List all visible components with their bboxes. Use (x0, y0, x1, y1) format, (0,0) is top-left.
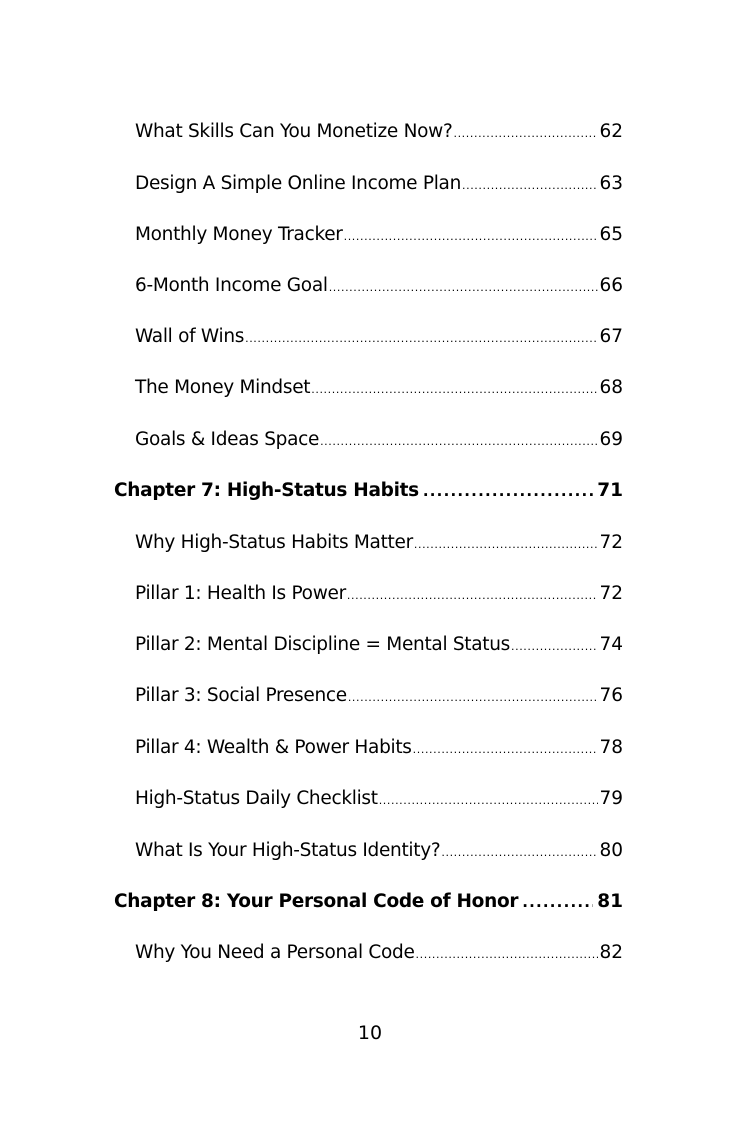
toc-leader-dots (348, 683, 599, 713)
page-number: 10 (357, 1022, 383, 1044)
toc-entry (135, 579, 623, 609)
toc-leader-dots (413, 735, 599, 765)
toc-entry-page: 80 (599, 840, 623, 861)
toc-entry-title: What Skills Can You Monetize Now? (135, 121, 453, 142)
toc-entry (135, 373, 623, 403)
toc-entry-title: What Is Your High-Status Identity? (135, 840, 441, 861)
toc-entry-page: 66 (599, 275, 623, 296)
toc-entry-page: 62 (599, 121, 623, 142)
toc-entry (135, 322, 623, 352)
toc-entry (135, 681, 623, 711)
toc-chapter-entry (114, 887, 623, 917)
toc-leader-dots (245, 324, 598, 354)
toc-entry-page: 76 (599, 685, 623, 706)
toc-entry-title: Why You Need a Personal Code (135, 942, 415, 963)
toc-leader-dots (441, 838, 598, 868)
toc-entry-title: 6-Month Income Goal (135, 275, 328, 296)
toc-entry-page: 74 (599, 634, 623, 655)
toc-entry-page: 82 (599, 942, 623, 963)
toc-leader-dots (453, 119, 598, 149)
toc-entry (135, 271, 623, 301)
toc-entry-page: 65 (599, 224, 623, 245)
toc-entry-title: The Money Mindset (135, 377, 311, 398)
toc-entry (135, 528, 623, 558)
toc-entry-title: Pillar 3: Social Presence (135, 685, 347, 706)
toc-entry-page: 78 (599, 737, 623, 758)
toc-leader-dots (347, 581, 599, 611)
toc-entry-page: 72 (599, 532, 623, 553)
toc-entry-page: 67 (599, 326, 623, 347)
toc-entry (135, 784, 623, 814)
toc-entry-title: Design A Simple Online Income Plan (135, 173, 462, 194)
toc-entry-page: 69 (599, 429, 623, 450)
toc-entry-title: Monthly Money Tracker (135, 224, 343, 245)
toc-leader-dots (344, 222, 599, 252)
toc-entry-title: Goals & Ideas Space (135, 429, 320, 450)
toc-chapter-title: Chapter 8: Your Personal Code of Honor (114, 891, 519, 912)
toc-entry (135, 733, 623, 763)
toc-leader-dots (522, 887, 593, 917)
toc-entry (135, 220, 623, 250)
toc-entry-page: 79 (599, 788, 623, 809)
toc-entry-page: 68 (599, 377, 623, 398)
toc-entry (135, 117, 623, 147)
toc-entry-title: Pillar 4: Wealth & Power Habits (135, 737, 412, 758)
toc-leader-dots (423, 476, 593, 506)
toc-entry (135, 425, 623, 455)
toc-chapter-entry (114, 476, 623, 506)
toc-chapter-page: 71 (597, 480, 623, 501)
toc-entry-page: 72 (599, 583, 623, 604)
toc-entry (135, 630, 623, 660)
toc-leader-dots (414, 530, 599, 560)
toc-leader-dots (320, 427, 598, 457)
toc-leader-dots (329, 273, 599, 303)
toc-leader-dots (462, 171, 598, 201)
toc-leader-dots (379, 786, 599, 816)
toc-entry-page: 63 (599, 173, 623, 194)
toc-entry-title: High-Status Daily Checklist (135, 788, 378, 809)
toc-entry-title: Wall of Wins (135, 326, 245, 347)
toc-entry-title: Why High-Status Habits Matter (135, 532, 413, 553)
toc-leader-dots (511, 632, 598, 662)
toc-chapter-page: 81 (597, 891, 623, 912)
toc-chapter-title: Chapter 7: High-Status Habits (114, 480, 419, 501)
toc-leader-dots (416, 940, 599, 970)
toc-entry-title: Pillar 1: Health Is Power (135, 583, 346, 604)
toc-entry (135, 938, 623, 968)
toc-entry-title: Pillar 2: Mental Discipline = Mental Status (135, 634, 511, 655)
toc-entry (135, 169, 623, 199)
toc-leader-dots (311, 375, 598, 405)
toc-entry (135, 836, 623, 866)
